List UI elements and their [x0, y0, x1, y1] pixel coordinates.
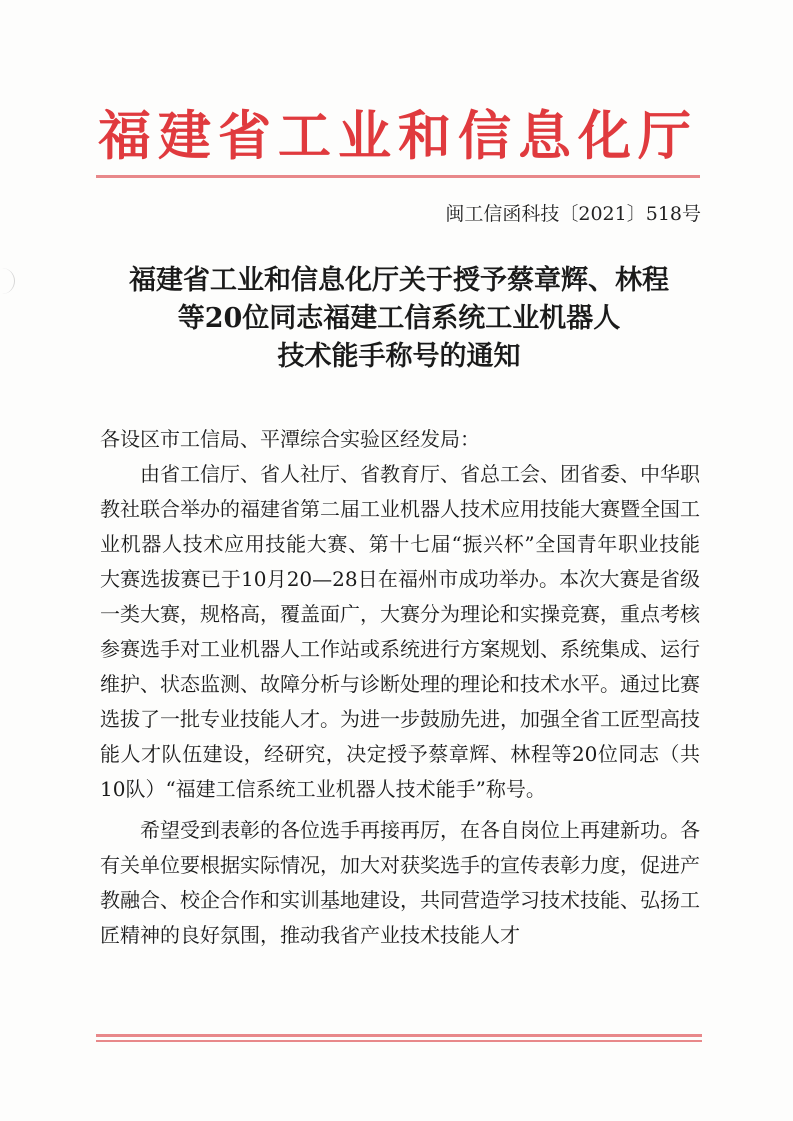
scan-edge-mark	[0, 268, 15, 294]
document-title	[96, 262, 702, 376]
document-number: 闽工信函科技〔2021〕518号	[445, 203, 701, 225]
document-body	[100, 457, 700, 959]
footer-red-rule-bottom	[96, 1040, 702, 1042]
salutation: 各设区市工信局、平潭综合实验区经发局：	[100, 427, 480, 451]
title-line-3: 技术能手称号的通知	[277, 341, 521, 372]
title-line-1: 福建省工业和信息化厅关于授予蔡章辉、林程	[129, 265, 669, 296]
body-paragraph-2: 希望受到表彰的各位选手再接再厉，在各自岗位上再建新功。各有关单位要根据实际情况，加大对获奖选手的宣传表彰力度，促进产教融合、校企合作和实训基地建设，共同营造学习技术技能、弘扬工匠精神的良好氛围，推动我省产业技术技能人才	[100, 818, 700, 947]
body-paragraph-1: 由省工信厅、省人社厅、省教育厅、省总工会、团省委、中华职教社联合举办的福建省第二届工业机器人技术应用技能大赛暨全国工业机器人技术应用技能大赛、第十七届“振兴杯”全国青年职业技能大赛选拔赛已于10月20—28日在福州市成功举办。本次大赛是省级一类大赛，规格高，覆盖面广，大赛分为理论和实操竞赛，重点考核参赛选手对工业机器人工作站或系统进行方案规划、系统集成、运行维护、状态监测、故障分析与诊断处理的理论和技术水平。通过比赛选拔了一批专业技能人才。为进一步鼓励先进，加强全省工匠型高技能人才队伍建设，经研究，决定授予蔡章辉、林程等20位同志（共10队）“福建工信系统工业机器人技术能手”称号。	[100, 462, 700, 801]
footer-red-rule-top	[96, 1034, 702, 1037]
title-line-2: 等20位同志福建工信系统工业机器人	[177, 303, 621, 334]
header-red-rule	[96, 175, 700, 178]
issuing-organization-header: 福建省工业和信息化厅	[98, 105, 698, 167]
